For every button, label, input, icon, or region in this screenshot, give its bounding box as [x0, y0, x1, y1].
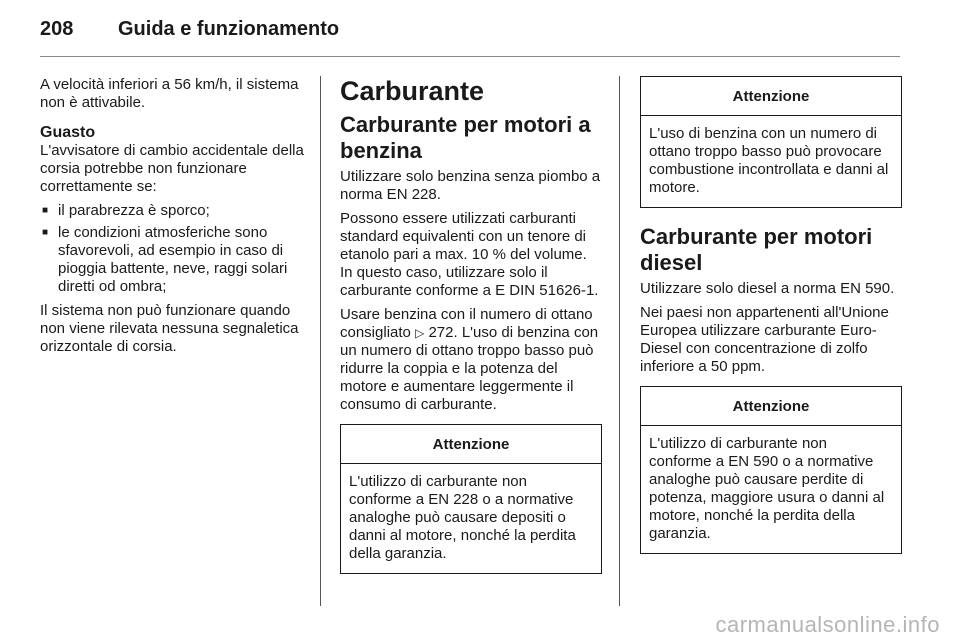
diesel-paragraph-1: Utilizzare solo diesel a norma EN 590. — [640, 280, 895, 297]
warning-box — [640, 386, 902, 554]
column-left — [40, 76, 305, 362]
outro-paragraph: Il sistema non può funzionare quando non viene rilevata nessuna segnaletica orizzontale di corsia. — [40, 302, 299, 355]
page-reference-arrow-icon: ▷ — [415, 326, 425, 340]
warning-title: Attenzione — [641, 387, 901, 426]
diesel-heading: Carburante per motori diesel — [640, 224, 873, 275]
warning-box — [640, 76, 902, 208]
list-item: ■ il parabrezza è sporco; — [42, 202, 210, 219]
section-title: Guida e funzionamento — [118, 18, 340, 40]
diesel-paragraph-2: Nei paesi non appartenenti all'Unione Europea utilizzare carburante Euro-Diesel con concentrazione di zolfo inferiore a 50 ppm. — [640, 304, 889, 375]
square-bullet-icon: ■ — [42, 205, 49, 216]
warning-text: L'utilizzo di carburante non conforme a EN 228 o a normative analoghe può causare depositi o danni al motore, nonché la perdita della garanzia. — [349, 473, 576, 562]
watermark: carmanualsonline.info — [715, 612, 940, 637]
page-header — [40, 18, 900, 57]
square-bullet-icon: ■ — [42, 227, 49, 238]
fault-paragraph: L'avvisatore di cambio accidentale della corsia potrebbe non funzionare correttamente se: — [40, 142, 304, 195]
list-item: ■ le condizioni atmosferiche sono sfavorevoli, ad esempio in caso di pioggia battente, neve, raggi solari diretti od ombra; — [42, 224, 288, 295]
page-reference-link[interactable]: 272 — [428, 324, 454, 341]
column-right — [640, 76, 902, 570]
warning-box — [340, 424, 602, 574]
intro-paragraph: A velocità inferiori a 56 km/h, il sistema non è attivabile. — [40, 76, 299, 111]
fault-heading: Guasto — [40, 124, 96, 141]
column-middle — [340, 76, 602, 590]
fuel-title: Carburante — [340, 76, 485, 106]
page-number: 208 — [40, 18, 74, 40]
column-divider — [320, 76, 321, 606]
petrol-paragraph-2: Possono essere utilizzati carburanti standard equivalenti con un tenore di etanolo pari a max. 10 % del volume. In questo caso, utilizzare solo il carburante conforme a E DIN 51626-1. — [340, 210, 599, 299]
warning-text: L'utilizzo di carburante non conforme a EN 590 o a normative analoghe può causare perdite di potenza, maggiore usura o danni al motore, nonché la perdita della garanzia. — [649, 435, 885, 542]
warning-text: L'uso di benzina con un numero di ottano troppo basso può provocare combustione incontrollata e danni al motore. — [649, 125, 889, 196]
fault-conditions-list — [40, 202, 305, 296]
petrol-paragraph-3: Usare benzina con il numero di ottano consigliato ▷ 272. L'uso di benzina con un numero di ottano troppo basso può ridurre la coppia e la potenza del motore e aumentare leggermente il consumo di carburante. — [340, 306, 599, 413]
warning-title: Attenzione — [341, 425, 601, 464]
petrol-heading: Carburante per motori a benzina — [340, 112, 591, 163]
warning-title: Attenzione — [641, 77, 901, 116]
petrol-paragraph-1: Utilizzare solo benzina senza piombo a norma EN 228. — [340, 168, 601, 203]
column-divider — [619, 76, 620, 606]
